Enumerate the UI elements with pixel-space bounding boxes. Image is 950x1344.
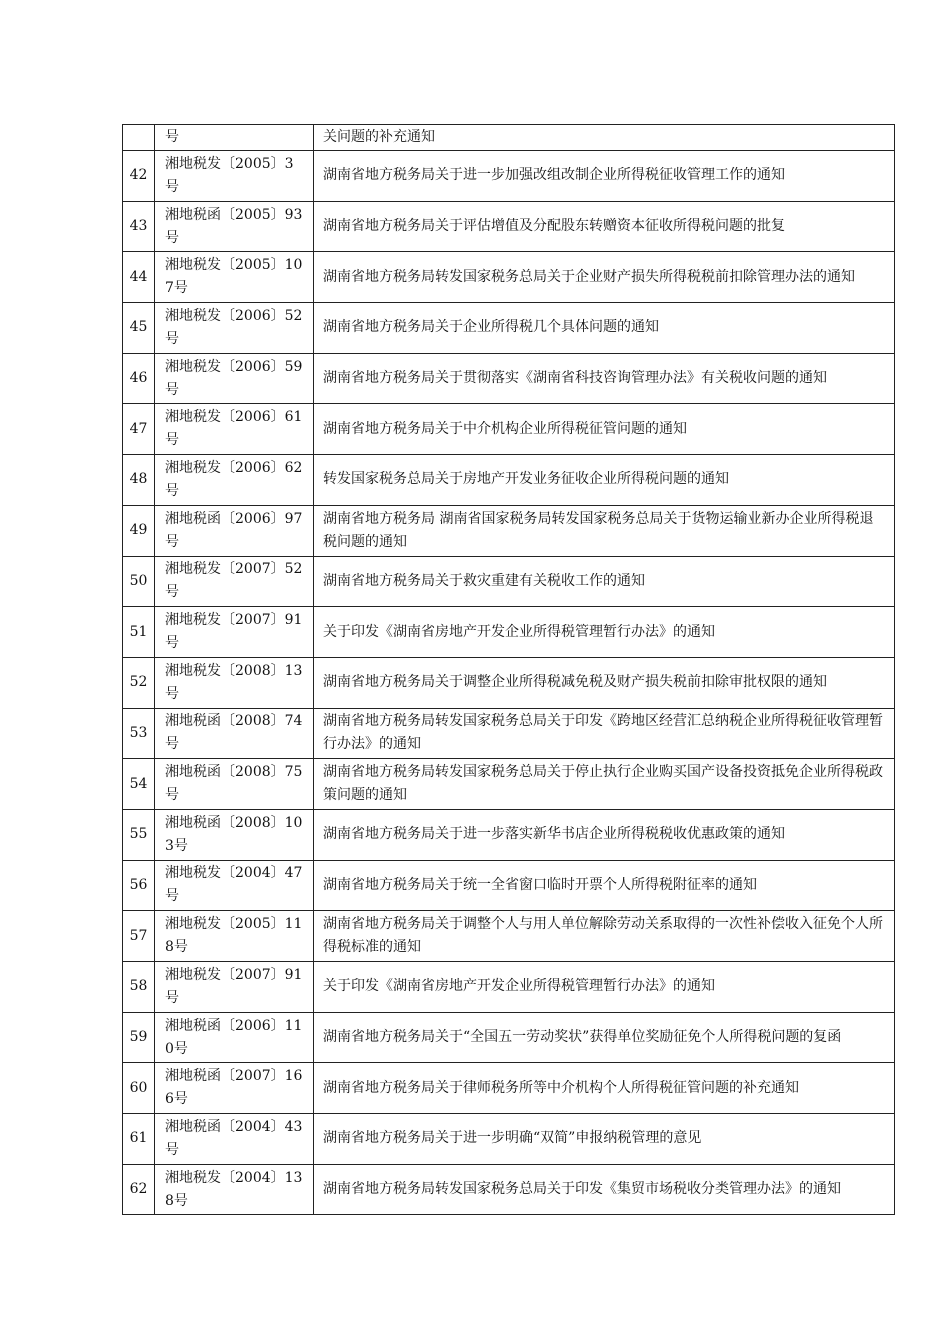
document-number: 湘地税发〔2007〕91号	[155, 607, 314, 658]
table-row	[123, 1114, 895, 1165]
document-number: 湘地税发〔2005〕3号	[155, 151, 314, 202]
row-number: 58	[123, 962, 155, 1013]
table-row	[123, 1063, 895, 1114]
document-number: 湘地税发〔2006〕61号	[155, 404, 314, 455]
row-number: 56	[123, 860, 155, 911]
row-number: 57	[123, 911, 155, 962]
document-title: 关于印发《湖南省房地产开发企业所得税管理暂行办法》的通知	[314, 962, 895, 1013]
row-number: 46	[123, 353, 155, 404]
document-number: 湘地税发〔2006〕52号	[155, 303, 314, 354]
document-title: 湖南省地方税务局转发国家税务总局关于印发《跨地区经营汇总纳税企业所得税征收管理暂行办法》的通知	[314, 708, 895, 759]
document-title: 湖南省地方税务局转发国家税务总局关于印发《集贸市场税收分类管理办法》的通知	[314, 1164, 895, 1215]
table-row	[123, 556, 895, 607]
document-number: 湘地税发〔2008〕13号	[155, 657, 314, 708]
document-number: 号	[155, 125, 314, 151]
table-row	[123, 860, 895, 911]
row-number: 44	[123, 252, 155, 303]
row-number: 45	[123, 303, 155, 354]
table-row	[123, 151, 895, 202]
document-number: 湘地税函〔2005〕93号	[155, 201, 314, 252]
document-number: 湘地税发〔2006〕62号	[155, 455, 314, 506]
table-row	[123, 962, 895, 1013]
row-number: 42	[123, 151, 155, 202]
row-number	[123, 125, 155, 151]
document-title: 湖南省地方税务局关于进一步明确“双简”申报纳税管理的意见	[314, 1114, 895, 1165]
document-number: 湘地税发〔2005〕118号	[155, 911, 314, 962]
row-number: 49	[123, 505, 155, 556]
table-row	[123, 404, 895, 455]
document-number: 湘地税发〔2007〕91号	[155, 962, 314, 1013]
document-number: 湘地税函〔2008〕74号	[155, 708, 314, 759]
document-number: 湘地税发〔2004〕47号	[155, 860, 314, 911]
document-number: 湘地税函〔2008〕75号	[155, 759, 314, 810]
row-number: 60	[123, 1063, 155, 1114]
document-title: 湖南省地方税务局 湖南省国家税务局转发国家税务总局关于货物运输业新办企业所得税退税问题的通知	[314, 505, 895, 556]
row-number: 43	[123, 201, 155, 252]
document-number: 湘地税发〔2005〕107号	[155, 252, 314, 303]
document-number: 湘地税发〔2004〕138号	[155, 1164, 314, 1215]
document-title: 湖南省地方税务局关于进一步落实新华书店企业所得税税收优惠政策的通知	[314, 809, 895, 860]
document-title: 湖南省地方税务局关于统一全省窗口临时开票个人所得税附征率的通知	[314, 860, 895, 911]
document-number: 湘地税函〔2006〕110号	[155, 1012, 314, 1063]
row-number: 61	[123, 1114, 155, 1165]
table-row	[123, 303, 895, 354]
document-number: 湘地税函〔2006〕97号	[155, 505, 314, 556]
row-number: 52	[123, 657, 155, 708]
document-title: 湖南省地方税务局关于贯彻落实《湖南省科技咨询管理办法》有关税收问题的通知	[314, 353, 895, 404]
row-number: 59	[123, 1012, 155, 1063]
document-title: 湖南省地方税务局关于调整个人与用人单位解除劳动关系取得的一次性补偿收入征免个人所得税标准的通知	[314, 911, 895, 962]
row-number: 48	[123, 455, 155, 506]
table-row	[123, 455, 895, 506]
table-row	[123, 809, 895, 860]
table-row	[123, 1164, 895, 1215]
document-number: 湘地税发〔2006〕59号	[155, 353, 314, 404]
table-row	[123, 252, 895, 303]
document-title: 湖南省地方税务局关于“全国五一劳动奖状”获得单位奖励征免个人所得税问题的复函	[314, 1012, 895, 1063]
row-number: 47	[123, 404, 155, 455]
document-title: 湖南省地方税务局关于企业所得税几个具体问题的通知	[314, 303, 895, 354]
document-number: 湘地税函〔2008〕103号	[155, 809, 314, 860]
row-number: 50	[123, 556, 155, 607]
document-title: 湖南省地方税务局转发国家税务总局关于企业财产损失所得税税前扣除管理办法的通知	[314, 252, 895, 303]
row-number: 55	[123, 809, 155, 860]
table-row	[123, 353, 895, 404]
document-title: 湖南省地方税务局转发国家税务总局关于停止执行企业购买国产设备投资抵免企业所得税政策问题的通知	[314, 759, 895, 810]
row-number: 51	[123, 607, 155, 658]
table-row	[123, 607, 895, 658]
document-number: 湘地税函〔2004〕43号	[155, 1114, 314, 1165]
table-row	[123, 708, 895, 759]
table-row	[123, 911, 895, 962]
regulation-table	[122, 124, 895, 1215]
document-title: 湖南省地方税务局关于律师税务所等中介机构个人所得税征管问题的补充通知	[314, 1063, 895, 1114]
table-row-continuation	[123, 125, 895, 151]
document-title: 关问题的补充通知	[314, 125, 895, 151]
row-number: 54	[123, 759, 155, 810]
regulation-table-body	[123, 125, 895, 1215]
document-title: 转发国家税务总局关于房地产开发业务征收企业所得税问题的通知	[314, 455, 895, 506]
document-title: 湖南省地方税务局关于评估增值及分配股东转赠资本征收所得税问题的批复	[314, 201, 895, 252]
row-number: 62	[123, 1164, 155, 1215]
table-row	[123, 1012, 895, 1063]
table-row	[123, 505, 895, 556]
table-row	[123, 759, 895, 810]
table-row	[123, 657, 895, 708]
document-number: 湘地税发〔2007〕52号	[155, 556, 314, 607]
document-title: 湖南省地方税务局关于进一步加强改组改制企业所得税征收管理工作的通知	[314, 151, 895, 202]
table-row	[123, 201, 895, 252]
document-title: 湖南省地方税务局关于调整企业所得税减免税及财产损失税前扣除审批权限的通知	[314, 657, 895, 708]
document-title: 湖南省地方税务局关于救灾重建有关税收工作的通知	[314, 556, 895, 607]
document-title: 湖南省地方税务局关于中介机构企业所得税征管问题的通知	[314, 404, 895, 455]
document-number: 湘地税函〔2007〕166号	[155, 1063, 314, 1114]
document-title: 关于印发《湖南省房地产开发企业所得税管理暂行办法》的通知	[314, 607, 895, 658]
row-number: 53	[123, 708, 155, 759]
